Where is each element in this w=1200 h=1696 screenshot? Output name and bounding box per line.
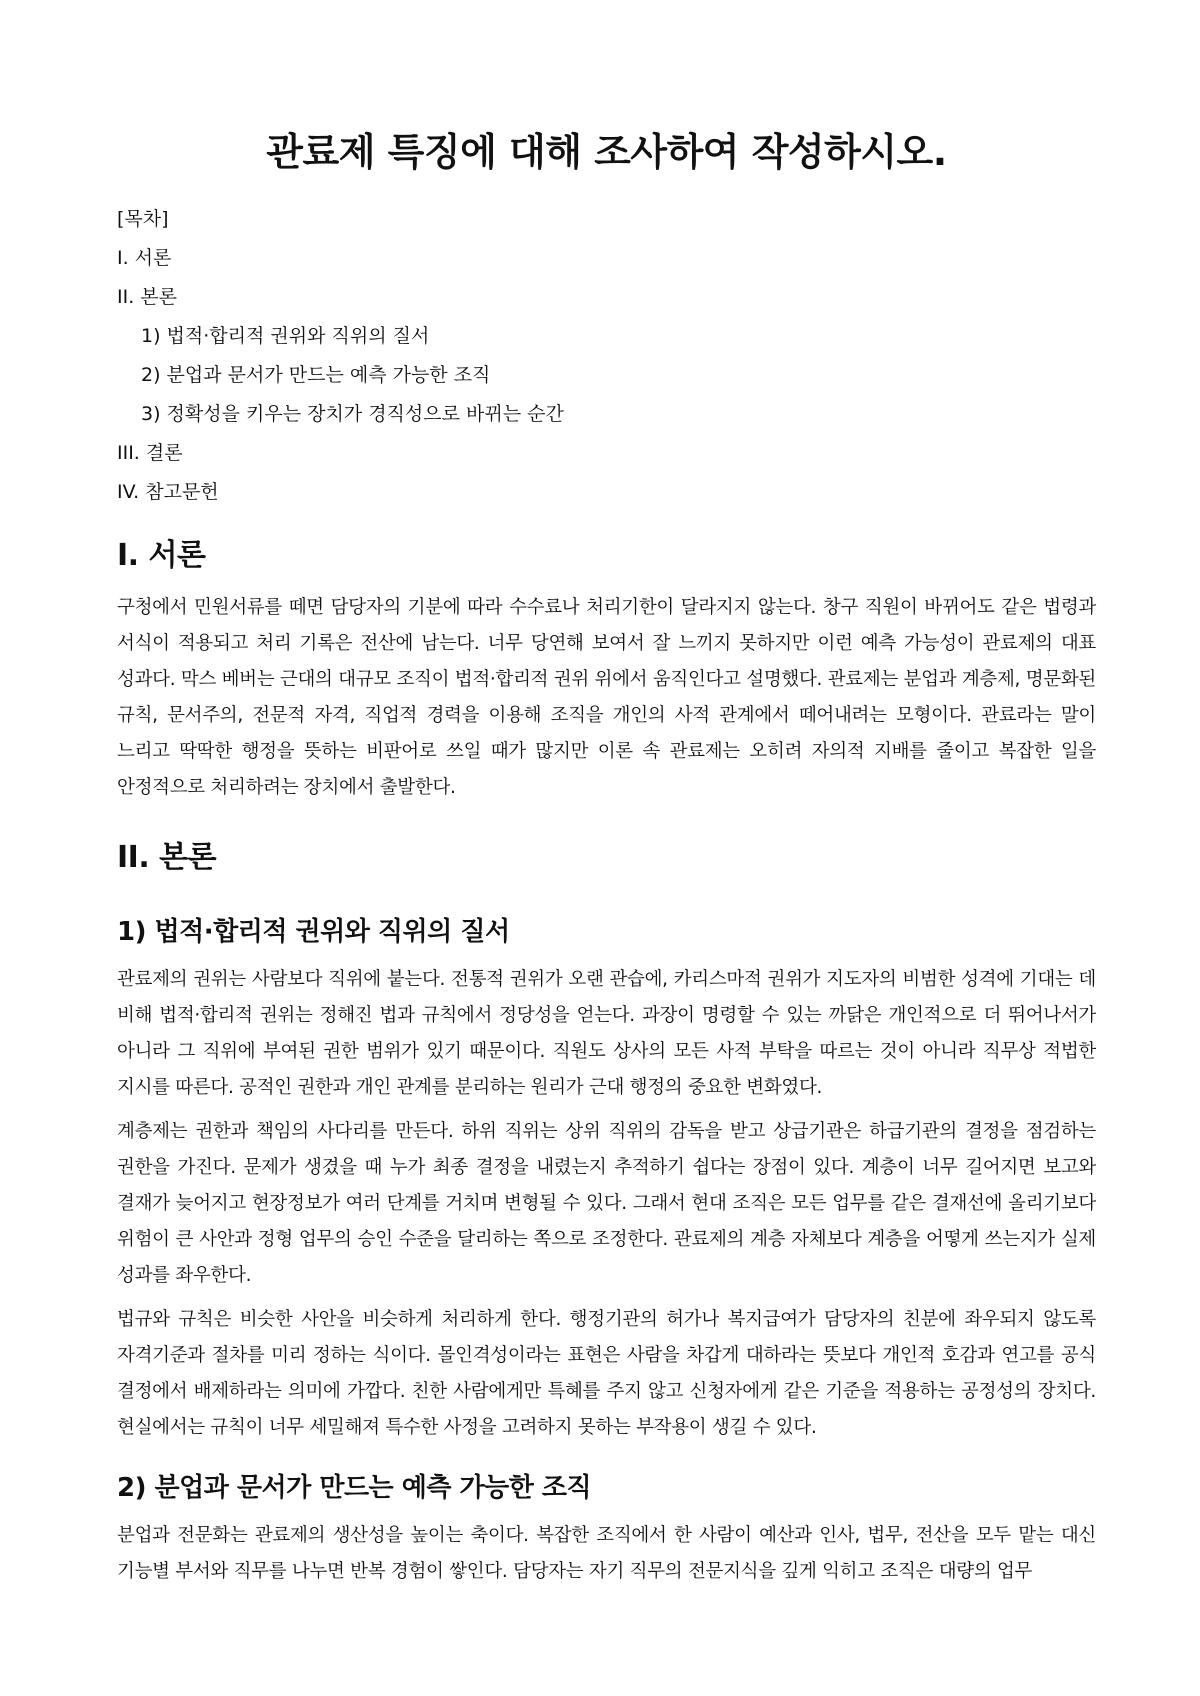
section-heading-intro: I. 서론 xyxy=(117,538,206,573)
toc-item: 3) 정확성을 키우는 장치가 경직성으로 바뀌는 순간 xyxy=(141,403,564,425)
toc-item: 1) 법적·합리적 권위와 직위의 질서 xyxy=(141,325,430,347)
toc-heading: [목차] xyxy=(117,208,169,230)
subsection-heading-1: 1) 법적·합리적 권위와 직위의 질서 xyxy=(117,917,510,947)
body-paragraph: 관료제의 권위는 사람보다 직위에 붙는다. 전통적 권위가 오랜 관습에, 카리스마적 권위가 지도자의 비범한 성격에 기대는 데 비해 법적·합리적 권위는 정해진 법과 규칙에서 정당성을 얻는다. 과장이 명령할 수 있는 까닭은 개인적으로 더 뛰어나서가 아니라 그 직위에 부여된 권한 범위가 있기 때문이다. 직원도 상사의 모든 사적 부탁을 따르는 것이 아니라 직무상 적법한 지시를 따른다. 공적인 권한과 개인 관계를 분리하는 원리가 근대 행정의 중요한 변화였다. xyxy=(117,969,1096,1098)
body-paragraph: 법규와 규칙은 비슷한 사안을 비슷하게 처리하게 한다. 행정기관의 허가나 복지급여가 담당자의 친분에 좌우되지 않도록 자격기준과 절차를 미리 정하는 식이다. 몰인격성이라는 표현은 사람을 차갑게 대하라는 뜻보다 개인적 호감과 연고를 공식 결정에서 배제하라는 의미에 가깝다. 친한 사람에게만 특혜를 주지 않고 신청자에게 같은 기준을 적용하는 공정성의 장치다. 현실에서는 규칙이 너무 세밀해져 특수한 사정을 고려하지 못하는 부작용이 생길 수 있다. xyxy=(117,1309,1096,1438)
toc-item: IV. 참고문헌 xyxy=(117,481,219,503)
toc-item: III. 결론 xyxy=(117,442,183,464)
section-heading-body: II. 본론 xyxy=(117,840,217,875)
table-of-contents xyxy=(117,200,1096,512)
toc-item: II. 본론 xyxy=(117,286,177,308)
subsection-heading-2: 2) 분업과 문서가 만드는 예측 가능한 조직 xyxy=(117,1473,592,1503)
document-title: 관료제 특징에 대해 조사하여 작성하시오. xyxy=(266,130,947,174)
intro-paragraph: 구청에서 민원서류를 떼면 담당자의 기분에 따라 수수료나 처리기한이 달라지지 않는다. 창구 직원이 바뀌어도 같은 법령과 서식이 적용되고 처리 기록은 전산에 남는다. 너무 당연해 보여서 잘 느끼지 못하지만 이런 예측 가능성이 관료제의 대표 성과다. 막스 베버는 근대의 대규모 조직이 법적·합리적 권위 위에서 움직인다고 설명했다. 관료제는 분업과 계층제, 명문화된 규칙, 문서주의, 전문적 자격, 직업적 경력을 이용해 조직을 개인의 사적 관계에서 떼어내려는 모형이다. 관료라는 말이 느리고 딱딱한 행정을 뜻하는 비판어로 쓰일 때가 많지만 이론 속 관료제는 오히려 자의적 지배를 줄이고 복잡한 일을 안정적으로 처리하려는 장치에서 출발한다. xyxy=(117,597,1097,798)
toc-item: I. 서론 xyxy=(117,247,172,269)
body-paragraph: 계층제는 권한과 책임의 사다리를 만든다. 하위 직위는 상위 직위의 감독을 받고 상급기관은 하급기관의 결정을 점검하는 권한을 가진다. 문제가 생겼을 때 누가 최종 결정을 내렸는지 추적하기 쉽다는 장점이 있다. 계층이 너무 길어지면 보고와 결재가 늦어지고 현장정보가 여러 단계를 거치며 변형될 수 있다. 그래서 현대 조직은 모든 업무를 같은 결재선에 올리기보다 위험이 큰 사안과 정형 업무의 승인 수준을 달리하는 쪽으로 조정한다. 관료제의 계층 자체보다 계층을 어떻게 쓰는지가 실제 성과를 좌우한다. xyxy=(117,1121,1096,1286)
body-paragraph: 분업과 전문화는 관료제의 생산성을 높이는 축이다. 복잡한 조직에서 한 사람이 예산과 인사, 법무, 전산을 모두 맡는 대신 기능별 부서와 직무를 나누면 반복 경험이 쌓인다. 담당자는 자기 직무의 전문지식을 깊게 익히고 조직은 대량의 업무 xyxy=(117,1525,1096,1582)
toc-item: 2) 분업과 문서가 만드는 예측 가능한 조직 xyxy=(141,364,491,386)
